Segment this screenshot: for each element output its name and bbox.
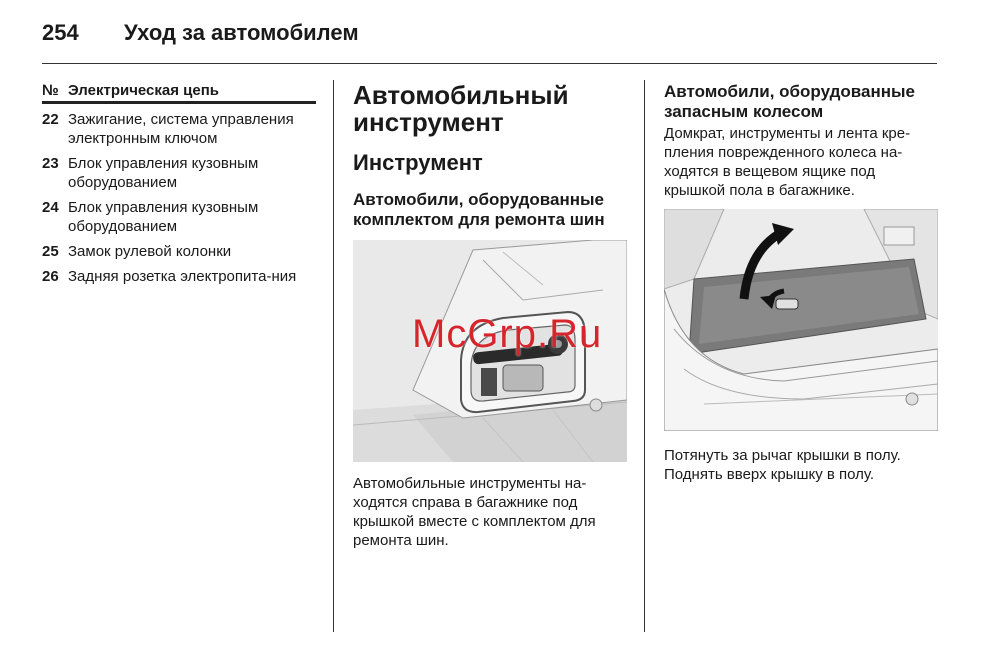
middle-column: [353, 82, 628, 230]
column-divider-1: [333, 80, 334, 632]
caption-line-2: Поднять вверх крышку в полу.: [664, 466, 875, 483]
caption-line-1: Потянуть за рычаг крышки в полу.: [664, 447, 901, 464]
floor-cover-illustration: [664, 209, 938, 431]
table-row: [42, 198, 316, 236]
row-text: Замок рулевой колонки: [68, 243, 232, 260]
table-header-rule: [42, 101, 316, 104]
col-header-no: №: [42, 82, 59, 99]
page-number: 254: [42, 20, 79, 45]
col-header-circuit: Электрическая цепь: [68, 82, 220, 99]
body-text: Автомобильные инструменты на-ходятся справа в багажнике под крышкой вместе с комплектом для ремонта шин.: [353, 475, 596, 549]
row-number: 24: [42, 199, 59, 216]
middle-body: [353, 474, 628, 550]
row-text: Блок управления кузовным оборудованием: [68, 199, 259, 235]
header-rule: [42, 63, 937, 64]
table-row: [42, 267, 316, 286]
row-number: 25: [42, 243, 59, 260]
right-captions: [664, 446, 939, 484]
fuse-table: [42, 82, 316, 292]
body-text: Домкрат, инструменты и лента кре-пления поврежденного колеса на-ходятся в вещевом ящике под крышкой пола в багажнике.: [664, 125, 911, 199]
watermark: McGrp.Ru: [412, 312, 603, 356]
column-divider-2: [644, 80, 645, 632]
table-row: [42, 242, 316, 261]
row-text: Задняя розетка электропита-ния: [68, 268, 297, 285]
row-text: Блок управления кузовным оборудованием: [68, 155, 259, 191]
page-title: Уход за автомобилем: [124, 20, 359, 45]
table-row: [42, 110, 316, 148]
subheading: Инструмент: [353, 150, 483, 175]
main-heading: Автомобильный инструмент: [353, 80, 569, 137]
table-header: [42, 82, 316, 101]
row-number: 22: [42, 111, 59, 128]
row-text: Зажигание, система управления электронным ключом: [68, 111, 294, 147]
row-number: 23: [42, 155, 59, 172]
trunk-floor-drawing: [664, 209, 938, 431]
table-row: [42, 154, 316, 192]
right-column: [664, 82, 939, 200]
row-number: 26: [42, 268, 59, 285]
section-title: Автомобили, оборудованные комплектом для ремонта шин: [353, 190, 605, 229]
section-title-spare-wheel: Автомобили, оборудованные запасным колесом: [664, 82, 915, 121]
